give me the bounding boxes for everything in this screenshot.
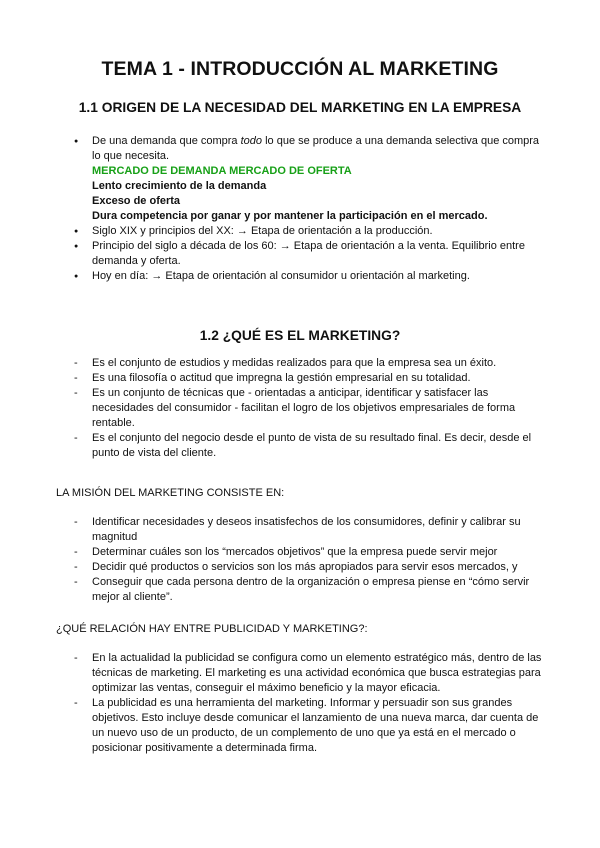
origen-list (0, 134, 600, 284)
section-heading-que-es: 1.2 ¿QUÉ ES EL MARKETING? (199, 328, 401, 343)
market-feature: Dura competencia por ganar y por mantener la participación en el mercado. (92, 210, 488, 222)
page-title: TEMA 1 - INTRODUCCIÓN AL MARKETING (101, 58, 499, 80)
market-types-text: MERCADO DE DEMANDA MERCADO DE OFERTA (92, 165, 352, 177)
market-feature: Lento crecimiento de la demanda (92, 180, 267, 192)
list-item: - Decidir qué productos o servicios son los más apropiados para servir esos mercados, y (0, 560, 600, 575)
list-item: - Es el conjunto del negocio desde el punto de vista de su resultado final. Es decir, desde el punto de vista del cliente. (0, 431, 600, 461)
bullet-text: lo que se produce a una demanda selectiva que compra lo que necesita. (92, 135, 540, 162)
emphasis-text: todo (240, 135, 263, 147)
section-heading-origen: 1.1 ORIGEN DE LA NECESIDAD DEL MARKETING EN LA EMPRESA (78, 100, 522, 115)
definition-list (0, 356, 600, 461)
mision-label: LA MISIÓN DEL MARKETING CONSISTE EN: (56, 487, 285, 499)
list-item: - Determinar cuáles son los “mercados objetivos” que la empresa puede servir mejor (0, 545, 600, 560)
bullet-text: De una demanda que compra (92, 135, 241, 147)
list-item: - La publicidad es una herramienta del marketing. Informar y persuadir son sus grandes objetivos. Esto incluye desde comunicar el lanzamiento de una nueva marca, dar cuenta de un nuevo uso de un producto, de un complemento de uno que ya está en el mercado o posicionar positivamente a determinada firma. (0, 696, 600, 756)
list-item: ● Principio del siglo a década de los 60: → Etapa de orientación a la venta. Equilibrio entre demanda y oferta. (0, 239, 600, 269)
relacion-list (0, 651, 600, 756)
list-item (0, 134, 600, 224)
relacion-label: ¿QUÉ RELACIÓN HAY ENTRE PUBLICIDAD Y MARKETING?: (56, 623, 368, 635)
list-item: - Conseguir que cada persona dentro de la organización o empresa piense en “cómo servir mejor al cliente”. (0, 575, 600, 605)
mision-list (0, 515, 600, 605)
list-item: - Es una filosofía o actitud que impregna la gestión empresarial en su totalidad. (0, 371, 600, 386)
list-item: ● Siglo XIX y principios del XX: → Etapa de orientación a la producción. (0, 224, 600, 239)
list-item: - Es el conjunto de estudios y medidas realizados para que la empresa sea un éxito. (0, 356, 600, 371)
list-item: - Identificar necesidades y deseos insatisfechos de los consumidores, definir y calibrar su magnitud (0, 515, 600, 545)
list-item: - Es un conjunto de técnicas que - orientadas a anticipar, identificar y satisfacer las necesidades del consumidor - facilitan el logro de los objetivos empresariales de forma rentable. (0, 386, 600, 431)
market-feature: Exceso de oferta (92, 195, 181, 207)
list-item: - En la actualidad la publicidad se configura como un elemento estratégico más, dentro de las técnicas de marketing. El marketing es una actividad económica que busca estrategias para optimizar las ventas, conseguir el máximo beneficio y la mayor eficacia. (0, 651, 600, 696)
list-item: ● Hoy en día: → Etapa de orientación al consumidor u orientación al marketing. (0, 269, 600, 284)
